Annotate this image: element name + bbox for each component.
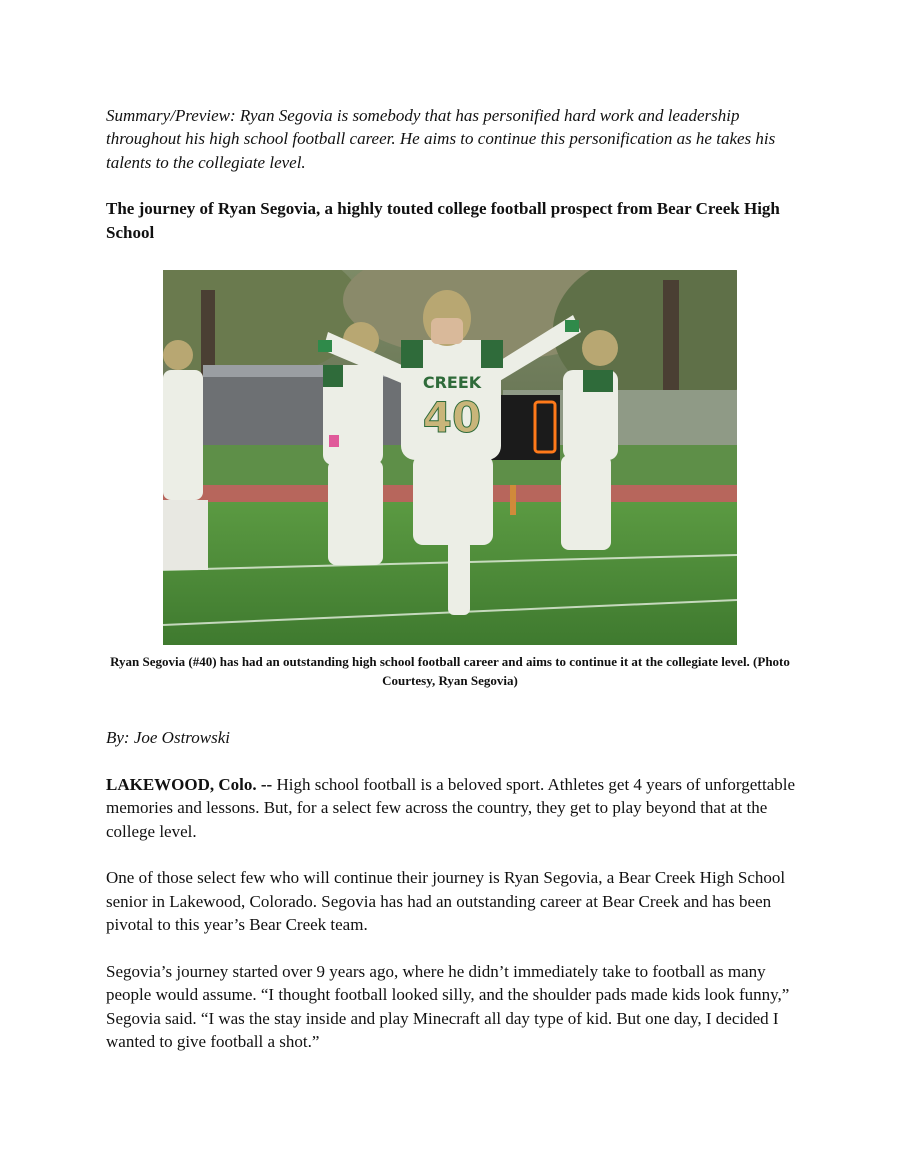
summary-preview: Summary/Preview: Ryan Segovia is somebody that has personified hard work and leadership throughout his high school football career. He aims to continue this personification as he takes his talents to the collegiate level. <box>106 106 776 172</box>
paragraph-1-text: High school football is a beloved sport. Athletes get 4 years of unforgettable memories and lessons. But, for a select few across the country, they get to play beyond that at the college level. <box>106 774 796 841</box>
dateline: LAKEWOOD, Colo. -- <box>106 774 273 794</box>
article-headline: The journey of Ryan Segovia, a highly touted college football prospect from Bear Creek High School <box>106 199 780 242</box>
svg-text:CREEK: CREEK <box>422 373 482 393</box>
svg-text:40: 40 <box>422 393 482 443</box>
football-photo-illustration <box>163 270 737 645</box>
paragraph-1 <box>106 773 796 843</box>
article-photo <box>163 270 737 645</box>
paragraph-2: One of those select few who will continue their journey is Ryan Segovia, a Bear Creek High School senior in Lakewood, Colorado. Segovia has had an outstanding career at Bear Creek and has been pivotal to this year’s Bear Creek team. <box>106 868 786 935</box>
document-page <box>106 104 796 1054</box>
byline: By: Joe Ostrowski <box>106 728 231 748</box>
paragraph-3: Segovia’s journey started over 9 years ago, where he didn’t immediately take to football as many people would assume. “I thought football looked silly, and the shoulder pads made kids look funny,” Segovia said. “I was the stay inside and play Minecraft all day type of kid. But one day, I decided I wanted to give football a shot.” <box>106 962 790 1052</box>
photo-caption: Ryan Segovia (#40) has had an outstanding high school football career and aims to continue it at the collegiate level. (Photo Courtesy, Ryan Segovia) <box>110 654 790 688</box>
